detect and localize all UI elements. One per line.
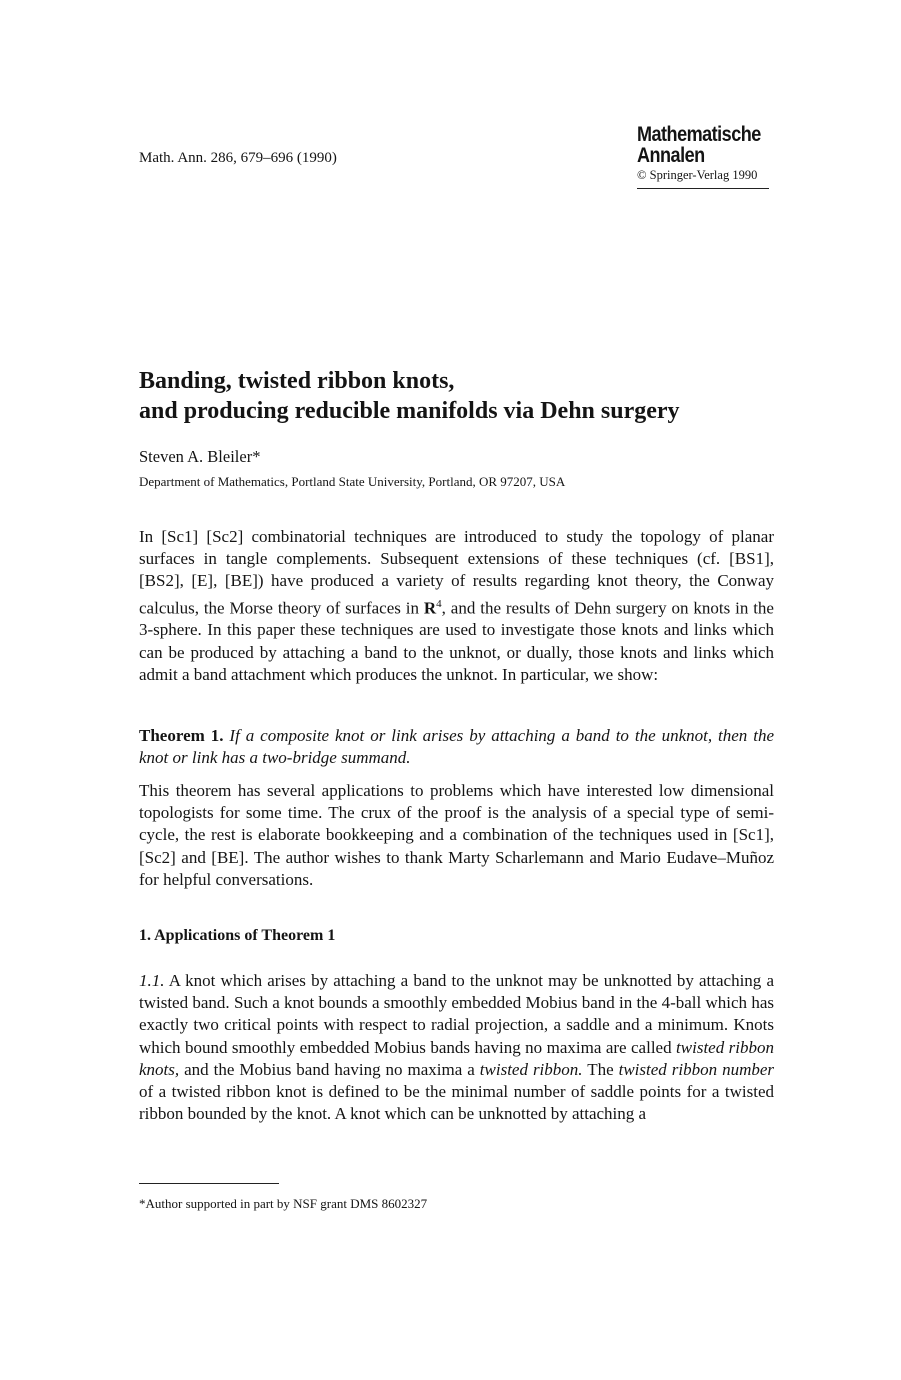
math-R: R [423, 598, 437, 618]
theorem-1 [139, 725, 774, 769]
para3-text-a: A knot which arises by attaching a band to the unknot may be unknotted by attaching a twisted band. Such a knot bounds a smoothly embedded Mobius band in the 4-ball which has exactly two critical points with respect to radial projection, a saddle and a minimum. Knots which bound smoothly embedded Mobius bands having no maxima are called [139, 971, 774, 1057]
copyright-notice: © Springer-Verlag 1990 [637, 168, 758, 182]
para3-text-d: of a twisted ribbon knot is defined to be the minimal number of saddle points for a twisted ribbon bounded by the knot. A knot which can be unknotted by attaching a [139, 1082, 774, 1124]
theorem-statement: If a composite knot or link arises by attaching a band to the unknot, then the knot or link has a two-bridge summand. [139, 726, 774, 768]
paragraph-1-1 [139, 970, 774, 1125]
journal-logo [637, 124, 769, 189]
journal-rule [637, 188, 769, 189]
math-superscript-4: 4 [436, 597, 442, 610]
paragraph-2-text: This theorem has several applications to problems which have interested low dimensional topologists for some time. The crux of the proof is the analysis of a special type of semi-cycle, the rest is elaborate bookkeeping and a combination of the techniques used in [Sc1], [Sc2] and [BE]. The author wishes to thank Marty Scharlemann and Mario Eudave–Muñoz for helpful conversations. [139, 781, 774, 889]
footnote-rule [139, 1183, 279, 1184]
intro-text-1: In [Sc1] [Sc2] combinatorial techniques are introduced to study the topology of planar surfaces in tangle complements. Subsequent extensions of these techniques (cf. [BS1], [BS2], [E], [BE]) have produced a variety of results regarding knot theory, the Conway calculus, the Morse theory of surfaces in [139, 527, 774, 618]
journal-citation: Math. Ann. 286, 679–696 (1990) [139, 150, 337, 166]
footnote: *Author supported in part by NSF grant DMS 8602327 [139, 1196, 428, 1211]
title-line-2: and producing reducible manifolds via Dehn surgery [139, 398, 680, 424]
para3-text-b: and the Mobius band having no maxima a [179, 1059, 480, 1079]
paragraph-2 [139, 780, 774, 891]
journal-name-line1: Mathematische [637, 123, 761, 146]
para3-text-c: The [582, 1059, 619, 1079]
term-twisted-ribbon: twisted ribbon. [479, 1059, 583, 1079]
subsection-number: 1.1. [139, 971, 165, 990]
title-line-1: Banding, twisted ribbon knots, [139, 368, 455, 394]
section-heading: 1. Applications of Theorem 1 [139, 927, 336, 944]
intro-paragraph [139, 526, 774, 686]
term-twisted-ribbon-number: twisted ribbon number [618, 1059, 775, 1079]
term-twisted-ribbon-knots: twisted ribbon knots, [139, 1037, 774, 1079]
paper-title [139, 366, 779, 426]
theorem-label: Theorem 1. [139, 726, 224, 745]
intro-text-2: , and the results of Dehn surgery on knots in the 3-sphere. In this paper these techniques are used to investigate those knots and links which can be produced by attaching a band to the unknot, or dually, those knots and links which admit a band attachment which produces the unknot. In particular, we show: [139, 598, 774, 684]
author-affiliation: Department of Mathematics, Portland State University, Portland, OR 97207, USA [139, 474, 566, 489]
journal-name-line2: Annalen [637, 144, 705, 167]
author-name: Steven A. Bleiler* [139, 447, 261, 466]
